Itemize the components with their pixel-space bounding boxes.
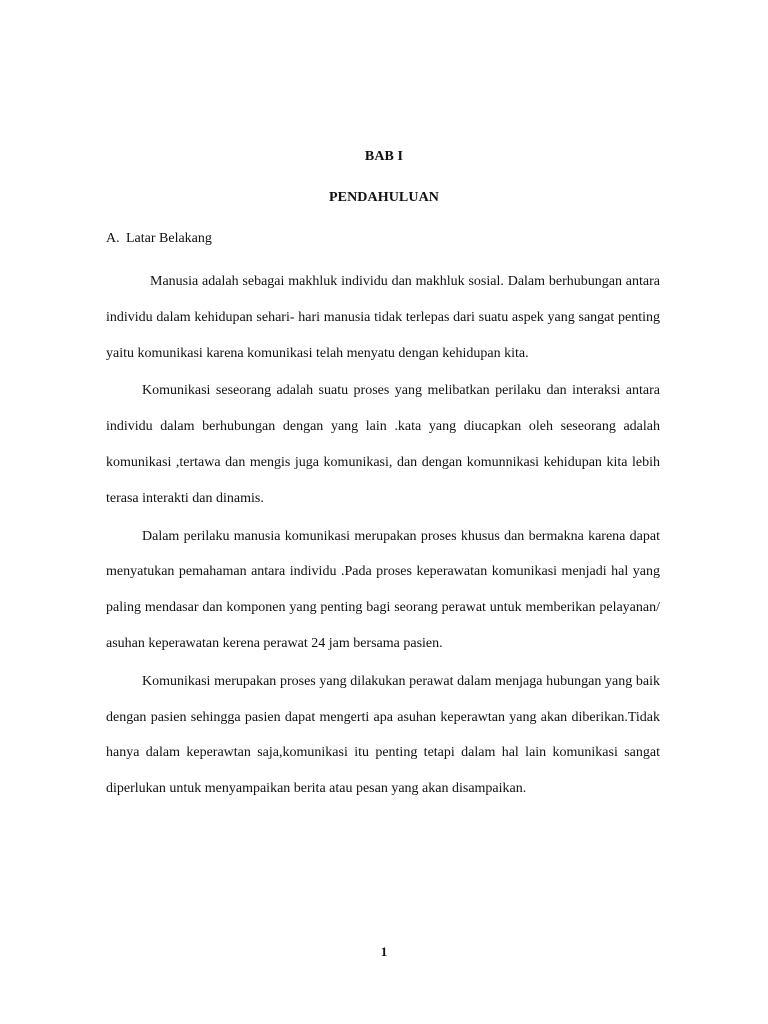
body-text — [106, 264, 660, 809]
paragraph: Manusia adalah sebagai makhluk individu dan makhluk sosial. Dalam berhubungan antara individu dalam kehidupan sehari- hari manusia tidak terlepas dari suatu aspek yang sangat penting yaitu komunikasi karena komunikasi telah menyatu dengan kehidupan kita. — [106, 274, 660, 361]
paragraph: Komunikasi merupakan proses yang dilakukan perawat dalam menjaga hubungan yang baik dengan pasien sehingga pasien dapat mengerti apa asuhan keperawtan yang akan diberikan.Tidak hanya dalam keperawtan saja,komunikasi itu penting tetapi dalam hal lain komunikasi sangat diperlukan untuk menyampaikan berita atau pesan yang akan disampaikan. — [106, 673, 660, 797]
chapter-title: PENDAHULUAN — [329, 190, 439, 205]
section-title: Latar Belakang — [126, 231, 212, 246]
paragraph: Dalam perilaku manusia komunikasi merupakan proses khusus dan bermakna karena dapat menyatukan pemahaman antara individu .Pada proses keperawatan komunikasi menjadi hal yang paling mendasar dan komponen yang penting bagi seorang perawat untuk memberikan pelayanan/ asuhan keperawatan kerena perawat 24 jam bersama pasien. — [106, 528, 660, 651]
chapter-heading: BAB I — [364, 149, 404, 164]
section-heading — [106, 231, 212, 247]
section-marker: A. — [106, 231, 120, 246]
page-number: 1 — [380, 944, 388, 959]
paragraph: Komunikasi seseorang adalah suatu proses yang melibatkan perilaku dan interaksi antara individu dalam berhubungan dengan yang lain .kata yang diucapkan oleh seseorang adalah komunikasi ,tertawa dan mengis juga komunikasi, dan dengan komunnikasi kehidupan kita lebih terasa interakti dan dinamis. — [106, 383, 660, 506]
